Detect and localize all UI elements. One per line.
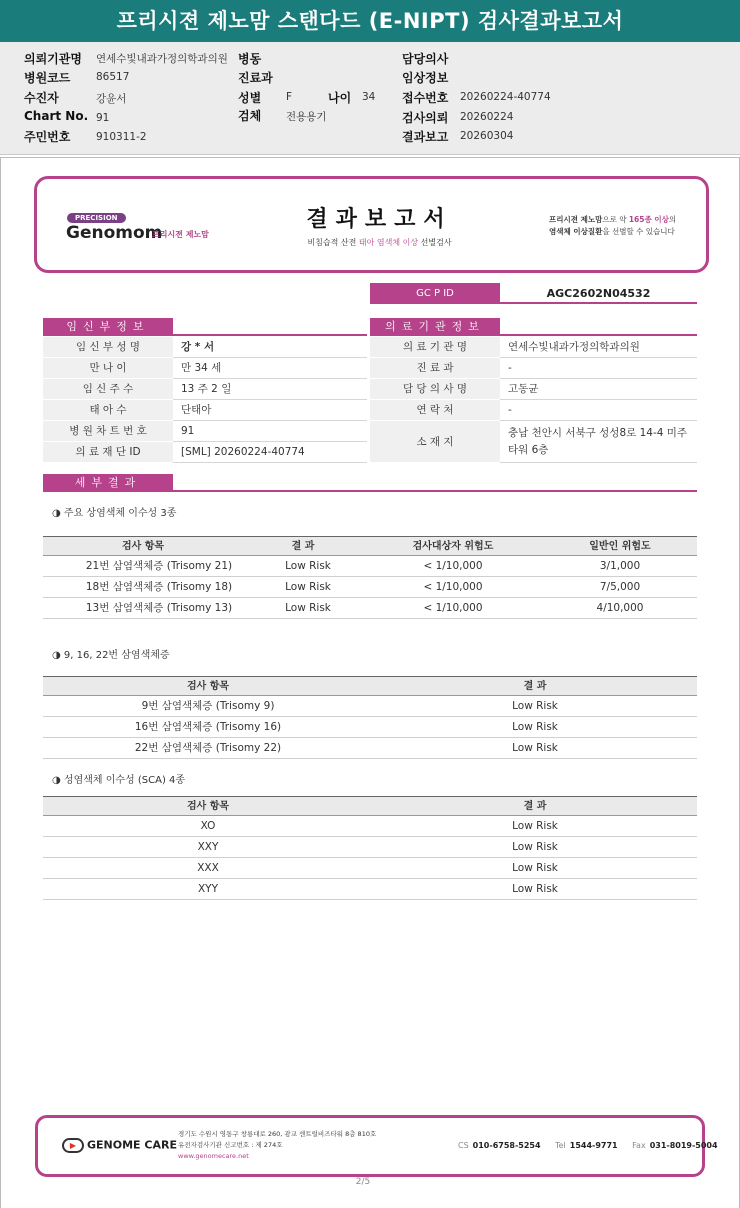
fetus-count-label: 태 아 수 — [43, 400, 173, 421]
institution-value: 연세수빛내과가정의학과의원 — [96, 53, 228, 65]
genome-care-logo-text: GENOME CARE — [87, 1138, 177, 1152]
row-general-risk: 4/10,000 — [596, 602, 644, 614]
section3-col-item: 검사 항목 — [186, 801, 230, 812]
pregnant-age-value: 만 34 세 — [173, 358, 367, 379]
row-item: 18번 삼염색체증 (Trisomy 18) — [85, 581, 233, 593]
banner-subtitle-pre: 비침습적 산전 — [307, 238, 359, 247]
report-date-label: 결과보고 — [402, 130, 449, 144]
section1-col-item: 검사 항목 — [121, 541, 165, 552]
banner-right-disease-post: 을 선별할 수 있습니다 — [602, 227, 675, 236]
institution-info-title: 의료기관정보 — [370, 318, 500, 336]
address-line-1: 충남 천안시 서북구 성성8로 14-4 미주 — [508, 427, 688, 439]
section2-header — [43, 676, 697, 696]
banner-right-disease: 염색체 이상질환 — [549, 227, 603, 236]
row-item: 9번 삼염색체증 (Trisomy 9) — [141, 700, 275, 712]
row-result: Low Risk — [512, 721, 558, 733]
row-subject-risk: < 1/10,000 — [423, 560, 483, 572]
table-row — [43, 556, 697, 577]
sex-label: 성별 — [238, 91, 262, 105]
chart-label: Chart No. — [24, 109, 89, 123]
row-item: XXY — [197, 841, 219, 853]
footer-box — [35, 1115, 718, 1177]
specimen-label: 검체 — [238, 109, 262, 123]
row-item: 21번 삼염색체증 (Trisomy 21) — [85, 560, 233, 572]
fax-value: 031-8019-5004 — [649, 1141, 718, 1150]
table-row — [43, 879, 697, 900]
request-value: 20260224 — [460, 111, 514, 123]
institution-doctor-value: 고동균 — [500, 379, 697, 400]
section1-header — [43, 536, 697, 556]
row-item: 22번 삼염색체증 (Trisomy 22) — [134, 742, 282, 754]
detail-line — [173, 490, 697, 492]
fax-label: Fax — [632, 1141, 646, 1150]
pregnant-name-value: 강 * 서 — [173, 337, 367, 358]
row-result: Low Risk — [285, 560, 331, 572]
row-result: Low Risk — [512, 700, 558, 712]
cs-label: CS — [458, 1141, 469, 1150]
institution-info-line — [500, 334, 697, 336]
accession-value: 20260224-40774 — [460, 91, 551, 103]
accession-label: 접수번호 — [402, 91, 449, 105]
clinical-info-label: 임상정보 — [402, 71, 449, 85]
banner-right-mid: 으로 약 — [602, 215, 629, 224]
genomom-logo-sub: 프리시젼 제노맘 — [152, 230, 209, 239]
row-result: Low Risk — [512, 742, 558, 754]
row-subject-risk: < 1/10,000 — [423, 602, 483, 614]
pregnant-age-label: 만 나 이 — [43, 358, 173, 379]
patient-value: 강윤서 — [96, 93, 127, 105]
id-label: 주민번호 — [24, 130, 71, 144]
request-label: 검사의뢰 — [402, 111, 449, 125]
genomom-logo: Genomom — [66, 223, 163, 243]
report-banner — [34, 176, 709, 273]
doctor-label: 담당의사 — [402, 52, 449, 66]
banner-right-text — [549, 214, 709, 238]
row-result: Low Risk — [285, 581, 331, 593]
banner-right-post: 의 — [668, 215, 677, 224]
detail-title: 세부결과 — [43, 474, 173, 492]
age-label: 나이 — [328, 91, 352, 105]
tel-label: Tel — [555, 1141, 566, 1150]
page-border-left — [0, 157, 1, 1208]
table-row — [43, 738, 697, 759]
patient-label: 수진자 — [24, 91, 59, 105]
section1-title: ◑ 주요 상염색체 이수성 3종 — [52, 508, 177, 519]
institution-contact-label: 연 락 처 — [370, 400, 500, 421]
chart-number-value: 91 — [173, 421, 367, 442]
requisition-header — [0, 42, 740, 155]
hospital-code-label: 병원코드 — [24, 71, 71, 85]
gcpid-label: GC P ID — [370, 283, 500, 304]
row-item: 16번 삼염색체증 (Trisomy 16) — [134, 721, 282, 733]
banner-right-highlight: 165종 이상 — [628, 215, 669, 224]
institution-contact-value: - — [500, 400, 697, 421]
row-item: XYY — [197, 883, 219, 895]
chart-number-label: 병 원 차 트 번 호 — [43, 421, 173, 442]
footer-contacts — [458, 1141, 718, 1150]
table-row — [43, 598, 697, 619]
section1-col-general-risk: 일반인 위험도 — [589, 541, 651, 552]
gestation-value: 13 주 2 일 — [173, 379, 367, 400]
pregnant-info-line — [173, 334, 367, 336]
age-value: 34 — [362, 91, 376, 103]
page-border-top — [0, 157, 740, 158]
row-item: 13번 삼염색체증 (Trisomy 13) — [85, 602, 233, 614]
row-result: Low Risk — [512, 820, 558, 832]
section1-col-subject-risk: 검사대상자 위험도 — [412, 541, 494, 552]
footer-registration: 유전자검사기관 신고번호 : 제 274호 — [178, 1141, 283, 1149]
pregnant-info-title: 임신부정보 — [43, 318, 173, 336]
precision-badge: PRECISION — [67, 213, 126, 223]
banner-right-brand: 프리시젼 제노맘 — [549, 215, 603, 224]
gestation-label: 임 신 주 수 — [43, 379, 173, 400]
row-result: Low Risk — [512, 883, 558, 895]
institution-doctor-label: 담 당 의 사 명 — [370, 379, 500, 400]
footer-address — [178, 1129, 376, 1162]
section2-title: ◑ 9, 16, 22번 삼염색체증 — [52, 650, 170, 661]
section2-col-item: 검사 항목 — [186, 681, 230, 692]
footer-address-line1: 경기도 수원시 영통구 창룡대로 260, 광교 센트럴비즈타워 8층 810호 — [178, 1130, 377, 1138]
genome-care-icon: ▶ — [62, 1138, 84, 1153]
row-result: Low Risk — [285, 602, 331, 614]
foundation-id-value: [SML] 20260224-40774 — [173, 442, 367, 463]
hospital-code-value: 86517 — [96, 71, 130, 83]
row-item: XXX — [197, 862, 219, 874]
sex-value: F — [286, 91, 293, 103]
institution-label: 의뢰기관명 — [24, 52, 82, 66]
institution-address-value — [500, 421, 697, 463]
page-number: 2/5 — [355, 1177, 371, 1187]
foundation-id-label: 의 료 재 단 ID — [43, 442, 173, 463]
table-row — [43, 696, 697, 717]
table-row — [43, 858, 697, 879]
section1-col-result: 결 과 — [291, 541, 315, 552]
cs-value: 010-6758-5254 — [472, 1141, 541, 1150]
table-row — [43, 717, 697, 738]
banner-subtitle-highlight: 태아 염색체 이상 — [358, 238, 419, 247]
address-line-2: 타워 6층 — [508, 444, 549, 456]
institution-name-label: 의 료 기 관 명 — [370, 337, 500, 358]
section3-col-result: 결 과 — [523, 801, 547, 812]
gcpid-value: AGC2602N04532 — [500, 283, 697, 304]
section3-header — [43, 796, 697, 816]
ward-label: 병동 — [238, 52, 262, 66]
specimen-value: 전용용기 — [286, 111, 327, 123]
genome-care-logo — [62, 1138, 177, 1153]
institution-address-label: 소 재 지 — [370, 421, 500, 463]
section3-title: ◑ 성염색체 이수성 (SCA) 4종 — [52, 775, 186, 786]
section2-col-result: 결 과 — [523, 681, 547, 692]
row-result: Low Risk — [512, 841, 558, 853]
tel-value: 1544-9771 — [569, 1141, 618, 1150]
report-title: 프리시젼 제노맘 스탠다드 (E-NIPT) 검사결과보고서 — [0, 0, 740, 42]
institution-dept-value: - — [500, 358, 697, 379]
institution-name-value: 연세수빛내과가정의학과의원 — [500, 337, 697, 358]
row-general-risk: 7/5,000 — [599, 581, 641, 593]
department-label: 진료과 — [238, 71, 273, 85]
institution-dept-label: 진 료 과 — [370, 358, 500, 379]
banner-subtitle-post: 선별검사 — [418, 238, 452, 247]
banner-title: 결과보고서 — [306, 207, 453, 232]
table-row — [43, 837, 697, 858]
table-row — [43, 816, 697, 837]
row-subject-risk: < 1/10,000 — [423, 581, 483, 593]
report-date-value: 20260304 — [460, 130, 514, 142]
pregnant-name-label: 임 신 부 성 명 — [43, 337, 173, 358]
chart-value: 91 — [96, 112, 110, 124]
row-result: Low Risk — [512, 862, 558, 874]
fetus-count-value: 단태아 — [173, 400, 367, 421]
id-value: 910311-2 — [96, 131, 147, 143]
banner-subtitle — [277, 237, 482, 248]
row-general-risk: 3/1,000 — [599, 560, 641, 572]
row-item: XO — [200, 820, 216, 832]
table-row — [43, 577, 697, 598]
footer-website-link[interactable]: www.genomecare.net — [178, 1152, 249, 1160]
